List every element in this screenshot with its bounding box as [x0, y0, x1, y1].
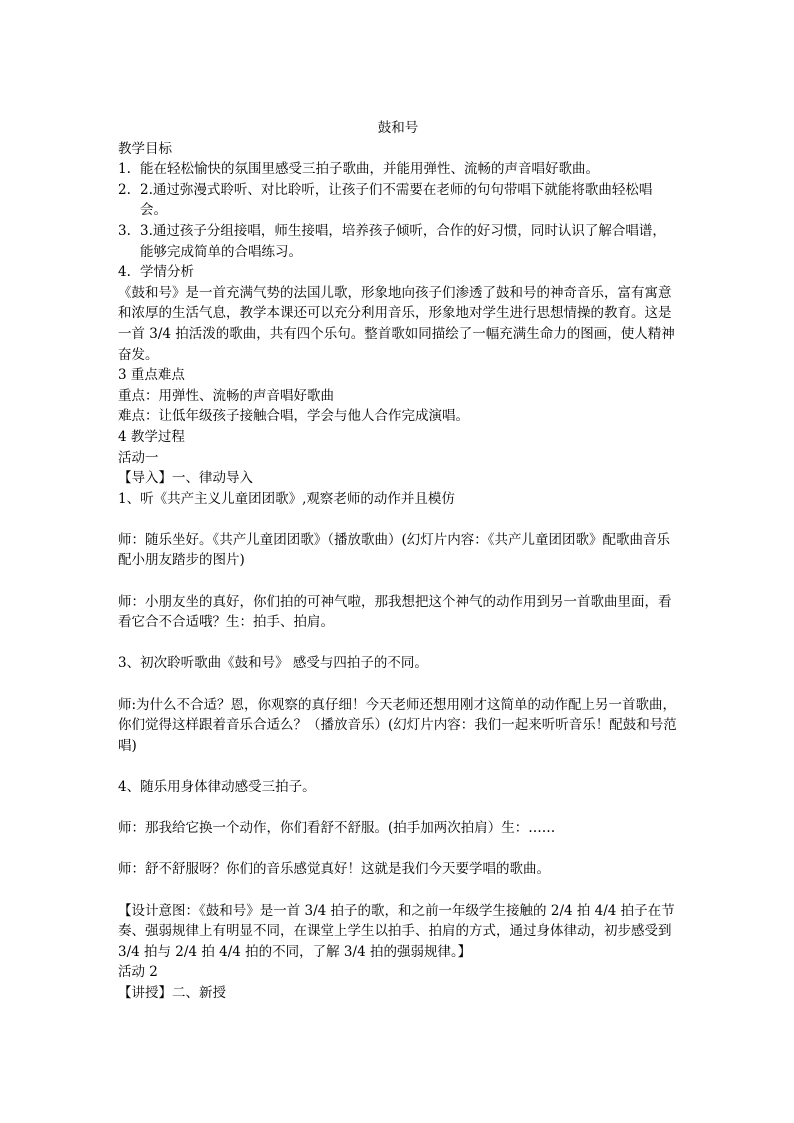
- list-text: 学情分析: [140, 264, 194, 281]
- teacher-paragraph: 师：随乐坐好。《共产儿童团团歌》（播放歌曲）(幻灯片内容：《共产儿童团团歌》配歌曲音乐配小朋友踏步的图片): [118, 531, 671, 569]
- teacher-paragraph: 师：小朋友坐的真好，你们拍的可神气啦，那我想把这个神气的动作用到另一首歌曲里面，看看它合不合适哦？生：拍手、拍肩。: [118, 593, 672, 631]
- document-title: 鼓和号: [377, 120, 419, 136]
- step-text: 3、初次聆听歌曲《鼓和号》 感受与四拍子的不同。: [118, 655, 428, 672]
- activity-label: 活动一: [118, 449, 159, 466]
- list-item: [118, 180, 678, 221]
- section-heading-goals: 教学目标: [118, 140, 172, 157]
- list-text: 能在轻松愉快的氛围里感受三拍子歌曲，并能用弹性、流畅的声音唱好歌曲。: [140, 161, 599, 178]
- step-text: 1、听《共产主义儿童团团歌》,观察老师的动作并且模仿: [118, 490, 455, 507]
- activity-label: 活动 2: [118, 964, 158, 981]
- section-heading-process: 4 教学过程: [118, 428, 185, 445]
- list-number: 4.: [118, 264, 131, 281]
- list-item: [118, 221, 678, 262]
- list-item: [118, 262, 678, 283]
- list-text: 3.通过孩子分组接唱，师生接唱，培养孩子倾听，合作的好习惯，同时认识了解合唱谱，能够完成简单的合唱练习。: [140, 222, 666, 260]
- step-text: 4、随乐用身体律动感受三拍子。: [118, 779, 316, 795]
- section-heading-key: 3 重点难点: [118, 367, 185, 384]
- document-body: [118, 118, 678, 1004]
- teacher-paragraph: 师：那我给它换一个动作，你们看舒不舒服。(拍手加两次拍肩）生：……: [118, 820, 556, 837]
- list-item: [118, 159, 678, 180]
- key-point-text: 重点：用弹性、流畅的声音唱好歌曲: [118, 387, 334, 404]
- teacher-paragraph: 师:为什么不合适？恩，你观察的真仔细！今天老师还想用刚才这简单的动作配上另一首歌曲，你们觉得这样跟着音乐合适么？（播放音乐）(幻灯片内容：我们一起来听听音乐！配鼓和号范唱): [118, 696, 677, 754]
- design-intent-paragraph: 【设计意图：《鼓和号》是一首 3/4 拍子的歌，和之前一年级学生接触的 2/4 拍 4/4 拍子在节奏、强弱规律上有明显不同，在课堂上学生以拍手、拍肩的方式，通过身体律动，初步感受到 3/4 拍与 2/4 拍 4/4 拍的不同，了解 3/4 拍的强弱规律。】: [118, 902, 675, 960]
- list-number: 3.: [118, 222, 131, 239]
- difficulty-text: 难点：让低年级孩子接触合唱，学会与他人合作完成演唱。: [118, 408, 469, 425]
- analysis-paragraph: 《鼓和号》是一首充满气势的法国儿歌，形象地向孩子们渗透了鼓和号的神奇音乐，富有寓意和浓厚的生活气息，教学本课还可以充分利用音乐，形象地对学生进行思想情操的教育。这是一首 3/4 拍活泼的歌曲，共有四个乐句。整首歌如同描绘了一幅充满生命力的图画，使人精神奋发。: [118, 284, 675, 363]
- teacher-paragraph: 师：舒不舒服呀？你们的音乐感觉真好！这就是我们今天要学唱的歌曲。: [118, 861, 550, 878]
- intro-heading: 【导入】一、律动导入: [118, 470, 253, 487]
- lecture-heading: 【讲授】二、新授: [118, 984, 226, 1001]
- list-text: 2.通过弥漫式聆听、对比聆听，让孩子们不需要在老师的句句带唱下就能将歌曲轻松唱会。: [140, 181, 653, 219]
- list-number: 1.: [118, 161, 131, 178]
- list-number: 2.: [118, 181, 131, 198]
